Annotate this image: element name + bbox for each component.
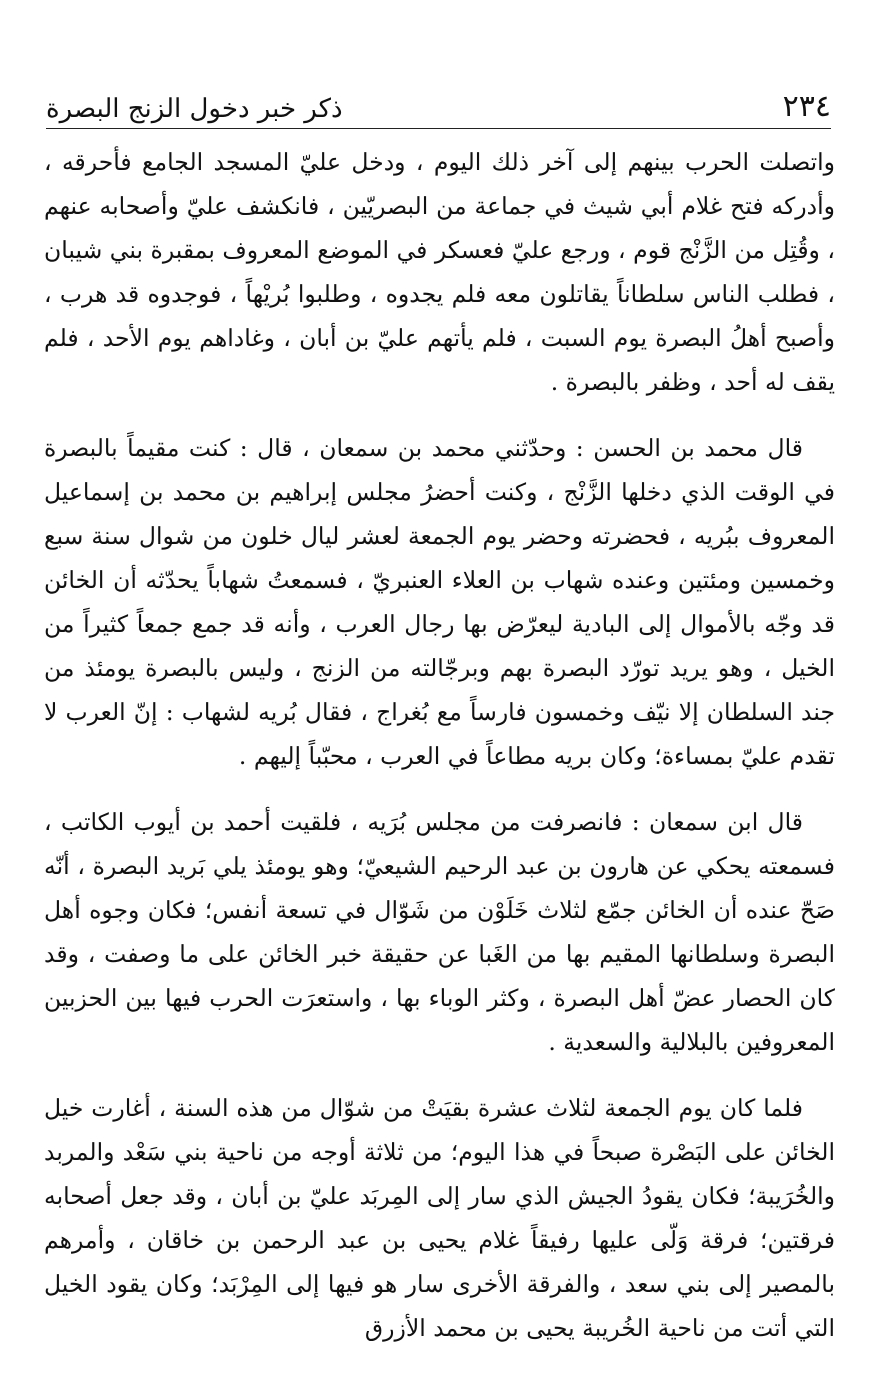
body-text (44, 140, 835, 1372)
paragraph-4: فلما كان يوم الجمعة لثلاث عشرة بقيَتْ من شوّال من هذه السنة ، أغارت خيل الخائن على البَصْرة صبحاً في هذا اليوم؛ من ثلاثة أوجه من ناحية بني سَعْد والمربد والخُرَيبة؛ فكان يقودُ الجيش الذي سار إلى المِربَد عليّ بن أبان ، وقد جعل أصحابه فرقتين؛ فرقة وَلّى عليها رفيقاً غلام يحيى بن عبد الرحمن بن خاقان ، وأمرهم بالمصير إلى بني سعد ، والفرقة الأخرى سار هو فيها إلى المِرْبَد؛ وكان يقود الخيل التي أتت من ناحية الخُريبة يحيى بن محمد الأزرق (44, 1094, 835, 1342)
page-number: ٢٣٤ (782, 89, 831, 124)
paragraph-2: قال محمد بن الحسن : وحدّثني محمد بن سمعان ، قال : كنت مقيماً بالبصرة في الوقت الذي دخلها الزَّنْج ، وكنت أحضرُ مجلس إبراهيم بن محمد بن إسماعيل المعروف ببُريه ، فحضرته وحضر يوم الجمعة لعشر ليال خلون من شوال سنة سبع وخمسين ومئتين وعنده شهاب بن العلاء العنبريّ ، فسمعتُ شهاباً يحدّثه أن الخائن قد وجّه بالأموال إلى البادية ليعرّض بها رجال العرب ، وأنه قد جمع جمعاً كثيراً من الخيل ، وهو يريد تورّد البصرة بهم وبرجّالته من الزنج ، وليس بالبصرة يومئذ من جند السلطان إلا نيّف وخمسون فارساً مع بُغراج ، فقال بُريه لشهاب : إنّ العرب لا تقدم عليّ بمساءة؛ وكان بريه مطاعاً في العرب ، محبّباً إليهم . (44, 434, 835, 770)
running-title: ذكر خبر دخول الزنج البصرة (46, 94, 343, 124)
paragraph-1: واتصلت الحرب بينهم إلى آخر ذلك اليوم ، ودخل عليّ المسجد الجامع فأحرقه ، وأدركه فتح غلام أبي شيث في جماعة من البصريّين ، فانكشف عليّ وأصحابه عنهم ، وقُتِل من الزَّنْج قوم ، ورجع عليّ فعسكر في الموضع المعروف بمقبرة بني شيبان ، فطلب الناس سلطاناً يقاتلون معه فلم يجدوه ، وطلبوا بُريْهاً ، فوجدوه قد هرب ، وأصبح أهلُ البصرة يوم السبت ، فلم يأتهم عليّ بن أبان ، وغاداهم يوم الأحد ، فلم يقف له أحد ، وظفر بالبصرة . (44, 148, 835, 396)
paragraph-3: قال ابن سمعان : فانصرفت من مجلس بُرَيه ، فلقيت أحمد بن أيوب الكاتب ، فسمعته يحكي عن هارون بن عبد الرحيم الشيعيّ؛ وهو يومئذ يلي بَريد البصرة ، أنّه صَحّ عنده أن الخائن جمّع لثلاث خَلَوْن من شَوّال في تسعة أنفس؛ فكان وجوه أهل البصرة وسلطانها المقيم بها من الغَبا عن حقيقة خبر الخائن على ما وصفت ، وقد كان الحصار عضّ أهل البصرة ، وكثر الوباء بها ، واستعرَت الحرب فيها بين الحزبين المعروفين بالبلالية والسعدية . (44, 808, 835, 1056)
page-header (46, 80, 831, 129)
